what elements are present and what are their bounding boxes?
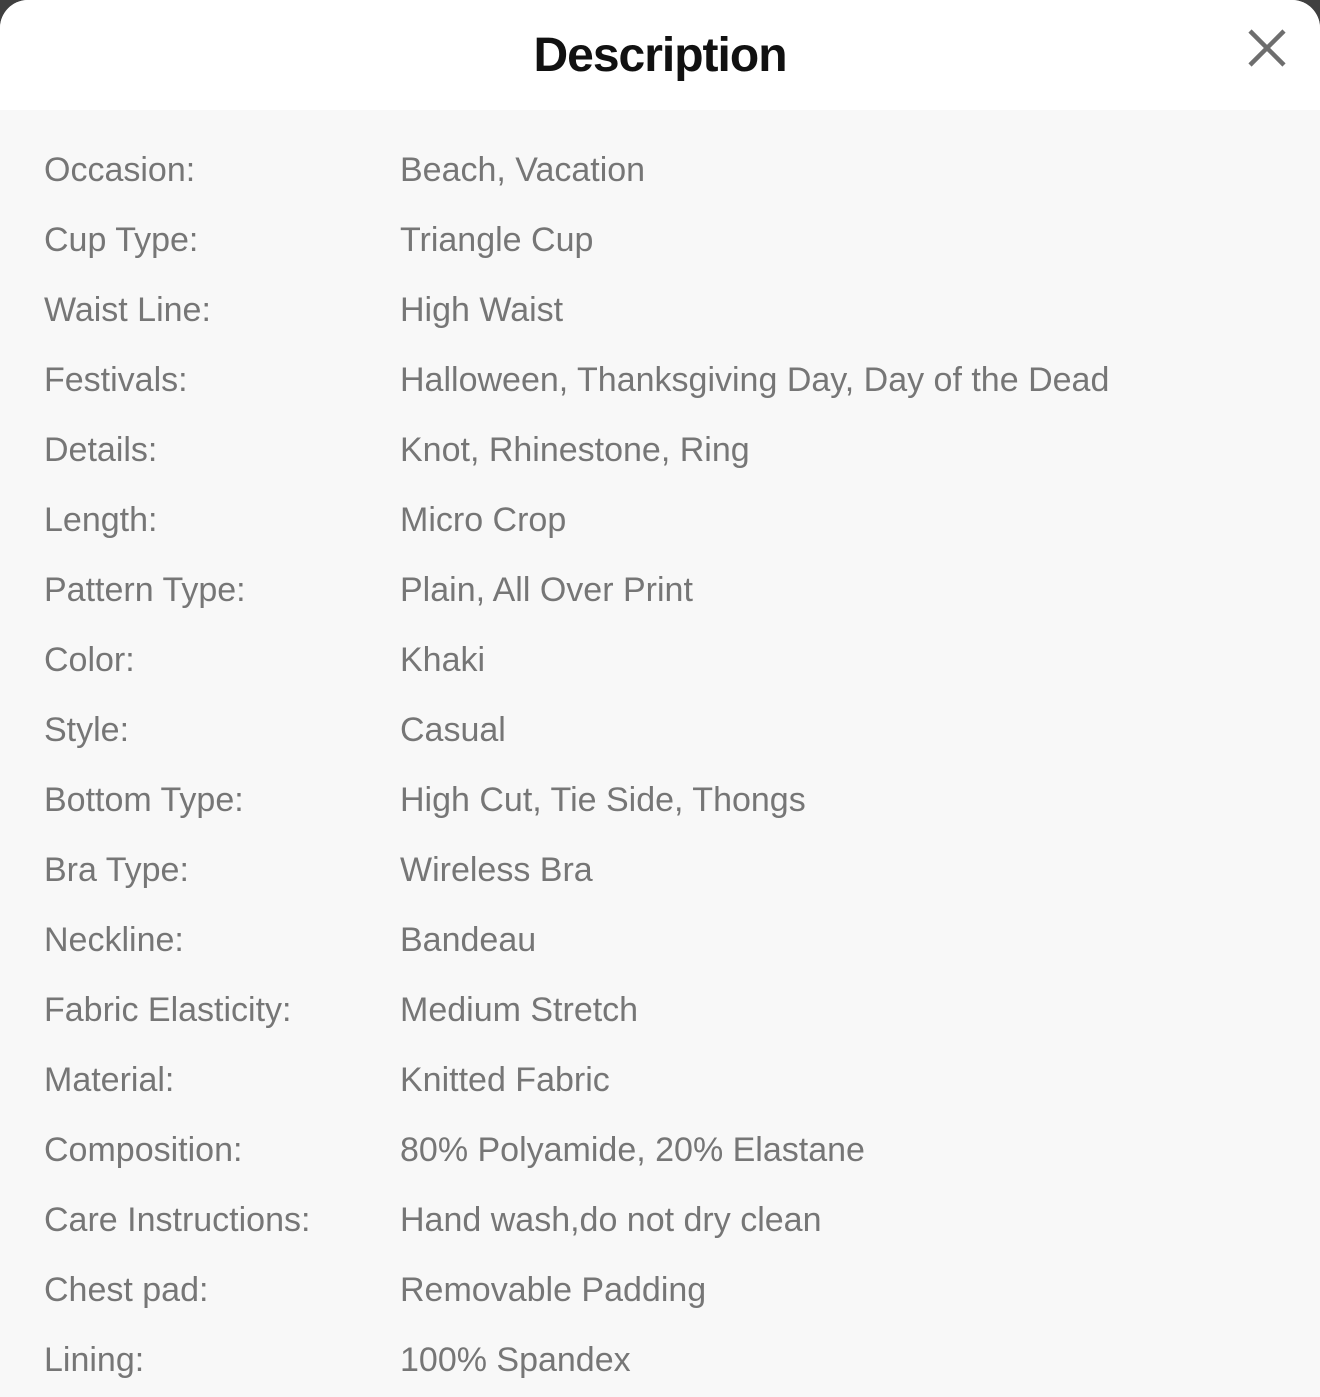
attribute-value: Khaki bbox=[400, 640, 486, 679]
attribute-row bbox=[44, 975, 1276, 1045]
attribute-row bbox=[44, 415, 1276, 485]
attribute-label: Details: bbox=[44, 430, 158, 469]
attribute-row bbox=[44, 765, 1276, 835]
attribute-label: Care Instructions: bbox=[44, 1200, 311, 1239]
attribute-value: Casual bbox=[400, 710, 506, 749]
modal-title: Description bbox=[533, 28, 787, 82]
attribute-list bbox=[0, 110, 1320, 1395]
attribute-label: Chest pad: bbox=[44, 1270, 209, 1309]
attribute-row bbox=[44, 835, 1276, 905]
attribute-value: Beach, Vacation bbox=[400, 150, 646, 189]
attribute-label: Fabric Elasticity: bbox=[44, 990, 292, 1029]
attribute-row bbox=[44, 905, 1276, 975]
attribute-row bbox=[44, 135, 1276, 205]
attribute-value: Plain, All Over Print bbox=[400, 570, 693, 609]
attribute-value: Hand wash,do not dry clean bbox=[400, 1200, 822, 1239]
attribute-value: Medium Stretch bbox=[400, 990, 639, 1029]
attribute-label: Bottom Type: bbox=[44, 780, 244, 819]
attribute-label: Length: bbox=[44, 500, 158, 539]
attribute-value: High Waist bbox=[400, 290, 564, 329]
modal-header bbox=[0, 0, 1320, 110]
attribute-row bbox=[44, 695, 1276, 765]
attribute-label: Bra Type: bbox=[44, 850, 189, 889]
attribute-row bbox=[44, 1255, 1276, 1325]
attribute-row bbox=[44, 1115, 1276, 1185]
attribute-label: Color: bbox=[44, 640, 135, 679]
attribute-value: High Cut, Tie Side, Thongs bbox=[400, 780, 806, 819]
attribute-value: Knot, Rhinestone, Ring bbox=[400, 430, 750, 469]
attribute-value: Halloween, Thanksgiving Day, Day of the Dead bbox=[400, 360, 1110, 399]
attribute-row bbox=[44, 1045, 1276, 1115]
attribute-row bbox=[44, 1325, 1276, 1395]
attribute-row bbox=[44, 1185, 1276, 1255]
attribute-value: 100% Spandex bbox=[400, 1340, 631, 1379]
attribute-value: Bandeau bbox=[400, 920, 537, 959]
attribute-value: Knitted Fabric bbox=[400, 1060, 610, 1099]
attribute-value: 80% Polyamide, 20% Elastane bbox=[400, 1130, 865, 1169]
attribute-label: Neckline: bbox=[44, 920, 184, 959]
attribute-value: Removable Padding bbox=[400, 1270, 707, 1309]
attribute-row bbox=[44, 275, 1276, 345]
attribute-label: Material: bbox=[44, 1060, 175, 1099]
close-button[interactable] bbox=[1244, 25, 1290, 71]
attribute-label: Waist Line: bbox=[44, 290, 211, 329]
attribute-row bbox=[44, 555, 1276, 625]
attribute-value: Micro Crop bbox=[400, 500, 567, 539]
attribute-row bbox=[44, 345, 1276, 415]
attribute-label: Lining: bbox=[44, 1340, 145, 1379]
attribute-label: Occasion: bbox=[44, 150, 196, 189]
attribute-label: Style: bbox=[44, 710, 130, 749]
attribute-label: Festivals: bbox=[44, 360, 188, 399]
attribute-row bbox=[44, 625, 1276, 695]
attribute-label: Cup Type: bbox=[44, 220, 199, 259]
attribute-row bbox=[44, 485, 1276, 555]
attribute-value: Wireless Bra bbox=[400, 850, 593, 889]
close-icon bbox=[1247, 28, 1287, 68]
attribute-label: Pattern Type: bbox=[44, 570, 246, 609]
attribute-label: Composition: bbox=[44, 1130, 243, 1169]
attribute-row bbox=[44, 205, 1276, 275]
attribute-value: Triangle Cup bbox=[400, 220, 594, 259]
